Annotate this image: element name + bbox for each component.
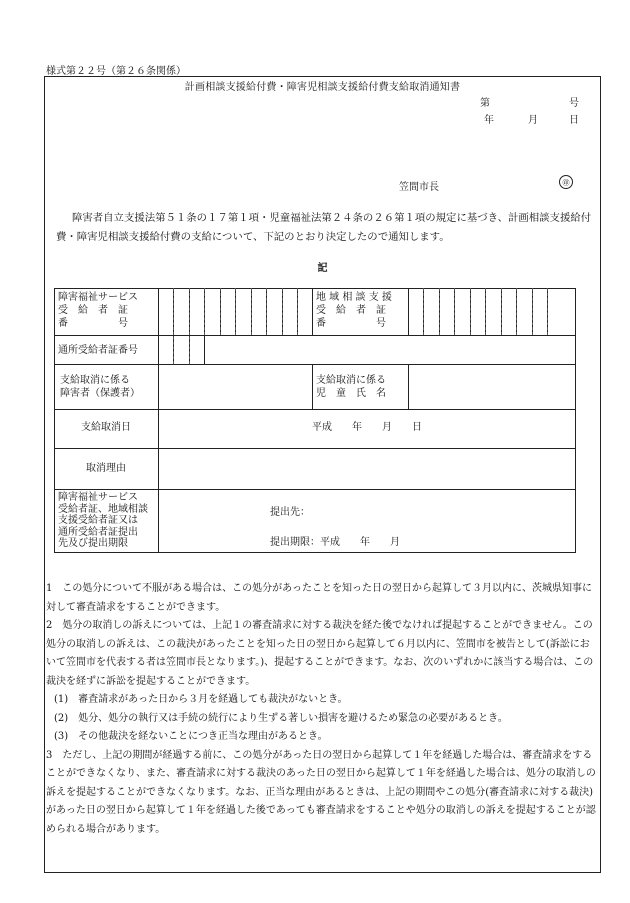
info-table xyxy=(54,288,576,553)
revocation-date-value: 平成 年 月 日 xyxy=(312,422,422,433)
note-2-2: (2) 処分、処分の執行又は手続の続行により生ずる著しい損害を避けるため緊急の必要があるとき。 xyxy=(54,712,508,724)
label-revoked-child: 支給取消に係る 児 童 氏 名 xyxy=(316,375,386,399)
label-submission: 障害福祉サービス 受給者証、地域相談 支援受給者証又は 通所受給者証提出 先及び提出期限 xyxy=(58,492,148,549)
date-month: 月 xyxy=(528,115,538,126)
note-2-3: (3) その他裁決を経ないことにつき正当な理由があるとき。 xyxy=(54,731,328,742)
note-2-1: (1) 審査請求があった日から３月を経過しても裁決がないとき。 xyxy=(54,694,348,705)
label-commuting-certificate-number: 通所受給者証番号 xyxy=(58,345,138,356)
notes-section xyxy=(46,580,598,839)
issuer-name: 笠間市長 xyxy=(399,182,439,193)
doc-number-dai: 第 xyxy=(480,98,490,109)
note-1: 1 この処分について不服がある場合は、この処分があったことを知った日の翌日から起算して３月以内に、茨城県知事に対して審査請求をすることができます。 xyxy=(46,583,593,613)
label-welfare-certificate: 障害福祉サービス 受 給 者 証 番 号 xyxy=(58,292,138,329)
notice-body: 障害者自立支援法第５１条の１７第１項・児童福祉法第２４条の２６第１項の規定に基づき、計画相談支援給付費・障害児相談支援給付費の支給について、下記のとおり決定したので通知します。 xyxy=(56,212,592,243)
document-title: 計画相談支援給付費・障害児相談支援給付費支給取消通知書 xyxy=(184,82,461,93)
note-3: 3 ただし、上記の期間が経過する前に、この処分があった日の翌日から起算して１年を経過した場合は、審査請求をすることができなくなり、また、審査請求に対する裁決のあった日の翌日から起算して１年を経過した場合は、処分の取消しの訴えを提起することができなくなります。なお、正当な理由があるときは、上記の期間やこの処分(審査請求に対する裁決)があった日の翌日から起算して１年を経過した後であっても審査請求をすることや処分の取消しの訴えを提起することが認められる場合があります。 xyxy=(46,749,596,835)
date-year: 年 xyxy=(484,115,494,126)
seal-mark: ㊞ xyxy=(559,175,573,189)
ki-heading: 記 xyxy=(317,263,328,274)
label-regional-certificate: 地 域 相 談 支 援 受 給 者 証 番 号 xyxy=(316,292,392,329)
date-day: 日 xyxy=(569,115,579,126)
form-number: 様式第２２号（第２６条関係） xyxy=(46,66,186,77)
note-2: 2 処分の取消しの訴えについては、上記１の審査請求に対する裁決を経た後でなければ提起することができません。この処分の取消しの訴えは、この裁決があったことを知った日の翌日から起算して６月以内に、笠間市を被告として(訴訟において笠間市を代表する者は笠間市長となります。)、提起することができます。なお、次のいずれかに該当する場合は、この裁決を経ずに訴訟を提起することができます。 xyxy=(46,620,594,687)
label-revocation-reason: 取消理由 xyxy=(86,463,126,474)
doc-number-go: 号 xyxy=(569,98,579,109)
label-revocation-date: 支給取消日 xyxy=(81,422,131,433)
submission-deadline: 提出期限：平成 年 月 xyxy=(270,537,400,548)
label-revoked-person: 支給取消に係る 障害者（保護者） xyxy=(60,375,140,399)
submission-destination: 提出先： xyxy=(270,507,310,518)
